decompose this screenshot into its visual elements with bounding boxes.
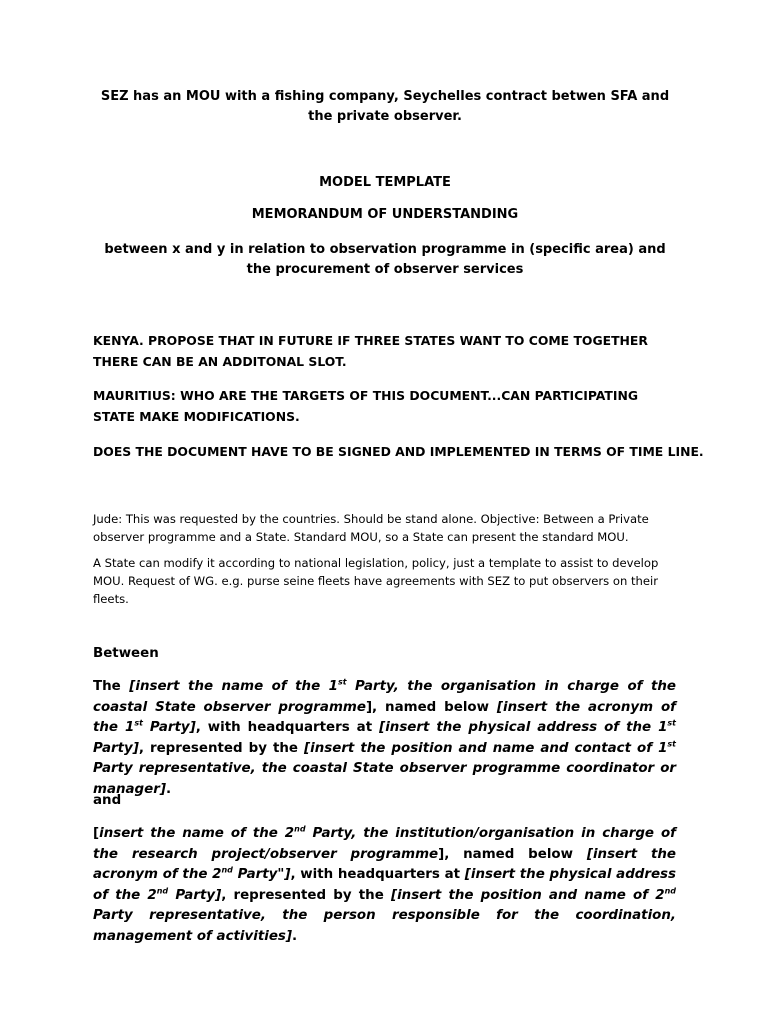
document-subtitle: between x and y in relation to observation programme in (specific area) and the procurement of observer services (104, 242, 666, 277)
comment-mauritius: MAURITIUS: WHO ARE THE TARGETS OF THIS DOCUMENT...CAN PARTICIPATING STATE MAKE MODIFICATIONS. (93, 388, 639, 424)
comment-kenya: KENYA. PROPOSE THAT IN FUTURE IF THREE STATES WANT TO COME TOGETHER THERE CAN BE AN ADDITONAL SLOT. (93, 333, 648, 369)
comment-timeline: DOES THE DOCUMENT HAVE TO BE SIGNED AND IMPLEMENTED IN TERMS OF TIME LINE. (93, 444, 704, 459)
document-title: MEMORANDUM OF UNDERSTANDING (251, 207, 519, 222)
intro-note: SEZ has an MOU with a fishing company, Seychelles contract betwen SFA and the private observer. (100, 89, 670, 124)
between-label: Between (93, 646, 159, 661)
and-label: and (93, 793, 122, 808)
note-state-modify: A State can modify it according to national legislation, policy, just a template to assist to develop MOU. Request of WG. e.g. purse seine fleets have agreements with SEZ to put observers on their fleets. (93, 556, 659, 606)
party-1-clause: The [insert the name of the 1st Party, the organisation in charge of the coastal State observer programme], named below [insert the acronym of the 1st Party], with headquarters at [insert the physical address of the 1st Party], represented by the [insert the position and name and contact of 1st Party representative, the coastal State observer programme coordinator or manager]. (93, 677, 676, 797)
party-2-clause: [insert the name of the 2nd Party, the institution/organisation in charge of the research project/observer programme], named below [insert the acronym of the 2nd Party"], with headquarters at [insert the physical address of the 2nd Party], represented by the [insert the position and name of 2nd Party representative, the person responsible for the coordination, management of activities]. (93, 824, 676, 944)
template-title: MODEL TEMPLATE (319, 175, 451, 190)
note-jude: Jude: This was requested by the countries. Should be stand alone. Objective: Between a Private observer programme and a State. Standard MOU, so a State can present the standard MOU. (93, 512, 649, 544)
